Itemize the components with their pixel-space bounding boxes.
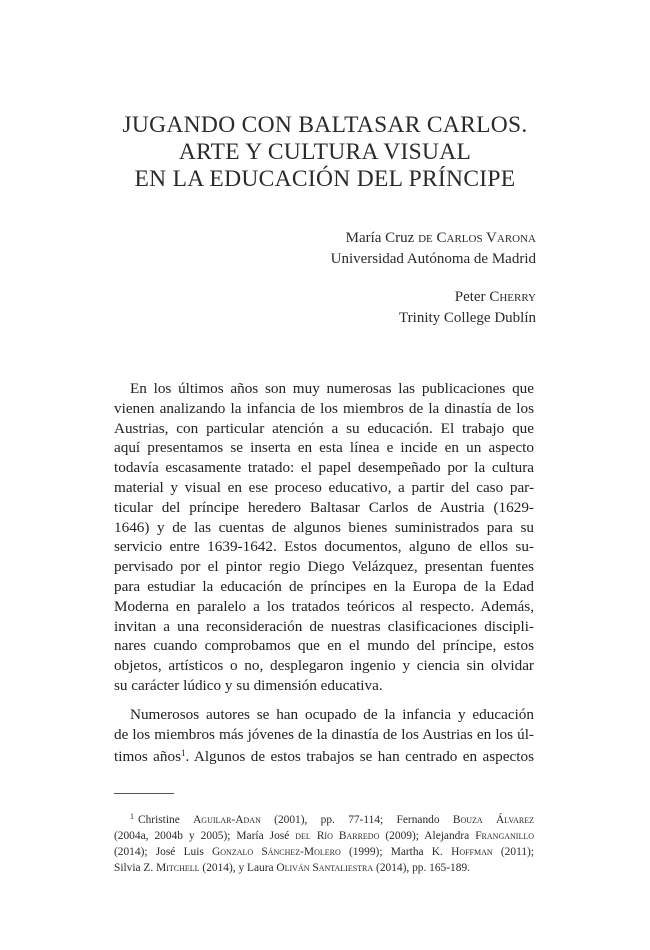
author-surname: de Carlos Varona <box>418 230 536 246</box>
footnote-line <box>114 828 534 844</box>
author-name <box>331 228 536 249</box>
text-line: material y visual en ese proceso educativo, a partir del caso par- <box>114 478 534 496</box>
author-surname: del Río Barredo <box>295 830 380 842</box>
text-line: pervisado por el pintor regio Diego Velázquez, presentan fuentes <box>114 558 534 576</box>
footnote-separator <box>114 793 174 794</box>
title-line: JUGANDO CON BALTASAR CARLOS. <box>122 112 528 138</box>
text-segment: Christine <box>138 814 194 826</box>
text-segment: Silvia Z. <box>114 862 157 874</box>
author-surname: Aguilar-Adan <box>193 814 261 826</box>
author-affiliation: Trinity College Dublín <box>399 310 536 326</box>
text-line: vienen analizando la infancia de los miembros de la dinastía de los <box>114 399 534 417</box>
paragraph-1 <box>114 379 534 696</box>
text-line: su carácter lúdico y su dimensión educativa. <box>114 676 383 694</box>
text-line: Austrias, con particular atención a su educación. El trabajo que <box>114 419 534 437</box>
paragraph-2 <box>114 705 534 767</box>
footnote-mark: 1 <box>130 812 134 821</box>
text-line <box>114 744 534 767</box>
title-line: EN LA EDUCACIÓN DEL PRÍNCIPE <box>134 166 516 192</box>
text-line: aquí presentamos se inserta en esta línea e incide en un aspecto <box>114 439 534 457</box>
author-surname: Bouza Álvarez <box>452 814 534 826</box>
author-surname: Gonzalo Sánchez-Molero <box>212 846 341 858</box>
text-segment: (2009); Alejandra <box>379 830 476 842</box>
author-surname: Oliván Santaliestra <box>276 862 374 874</box>
footnote-line <box>114 860 534 876</box>
text-segment: (2001), pp. 77-114; Fernando <box>260 814 453 826</box>
author-block-1 <box>331 228 536 270</box>
text-segment: (1999); Martha K. <box>340 846 452 858</box>
author-block-2 <box>399 287 536 329</box>
author-surname: Franganillo <box>475 830 534 842</box>
text-segment: (2004a, 2004b y 2005); María José <box>114 830 296 842</box>
author-surname: Cherry <box>489 289 536 305</box>
text-line: Numerosos autores se han ocupado de la infancia y educación <box>130 705 534 723</box>
text-segment: (2014), y Laura <box>199 862 277 874</box>
text-line: Moderna en paralelo a los tratados teóricos al respecto. Además, <box>114 597 534 615</box>
text-line: objetos, artísticos o no, desplegaron ingenio y ciencia sin olvidar <box>114 657 534 675</box>
footnote-line <box>114 809 534 828</box>
text-segment: . Algunos de estos trabajos se han centrado en aspectos <box>185 748 534 766</box>
author-surname: Hoffman <box>451 846 493 858</box>
author-affiliation: Universidad Autónoma de Madrid <box>330 251 536 267</box>
footnote-1 <box>114 809 534 876</box>
text-segment: timos años <box>114 748 181 766</box>
title-line: ARTE Y CULTURA VISUAL <box>178 139 472 165</box>
footnote-line <box>114 844 534 860</box>
chapter-title <box>60 112 590 193</box>
author-given-name: María Cruz <box>345 230 415 246</box>
text-line: de los miembros más jóvenes de la dinastía de los Austrias en los úl- <box>114 725 534 743</box>
text-line: En los últimos años son muy numerosas las publicaciones que <box>130 380 534 397</box>
text-segment: (2011); <box>492 846 534 858</box>
text-line: ticular del príncipe heredero Baltasar Carlos de Austria (1629- <box>114 498 534 516</box>
author-surname: Mitchell <box>156 862 200 874</box>
text-segment: (2014), pp. 165-189. <box>373 862 470 874</box>
text-line: invitan a una reconsideración de nuestras clasificaciones discipli- <box>114 617 534 635</box>
text-segment: (2014); José Luis <box>114 846 213 858</box>
text-line: servicio entre 1639-1642. Estos documentos, alguno de ellos su- <box>114 538 534 556</box>
body-text <box>114 379 534 767</box>
text-line: 1646) y de las cuentas de algunos bienes suministrados para su <box>114 518 534 536</box>
author-given-name: Peter <box>454 289 486 305</box>
author-name <box>399 287 536 308</box>
footnote-reference[interactable]: 1 <box>181 748 186 759</box>
text-line: para estudiar la educación de príncipes en la Europa de la Edad <box>114 577 534 595</box>
text-line: todavía escasamente tratado: el papel desempeñado por la cultura <box>114 459 534 477</box>
text-line: nares cuando comprobamos que en el mundo del príncipe, estos <box>114 637 534 655</box>
